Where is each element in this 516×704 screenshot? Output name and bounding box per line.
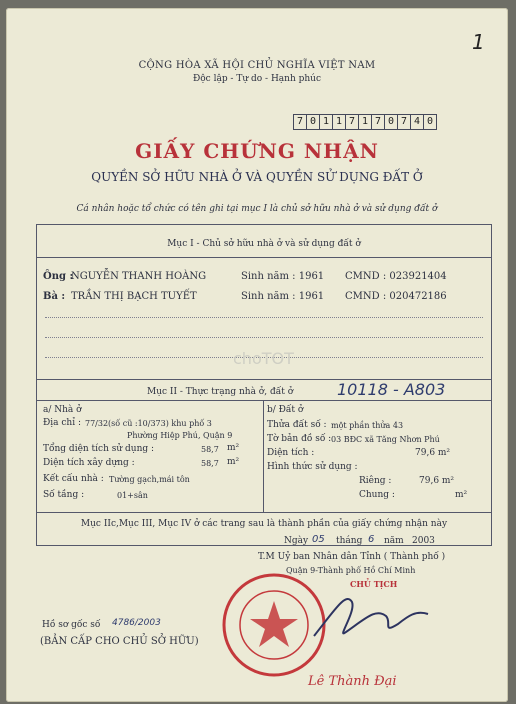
section2-title: Mục II - Thực trạng nhà ở, đất ở [147, 387, 294, 397]
certificate-table [36, 224, 492, 546]
built-area-value: 58,7 [201, 459, 219, 468]
serial-digit: 7 [345, 114, 359, 130]
watermark: choTOT [233, 349, 294, 368]
page-number-mark: 1 [472, 30, 485, 54]
certificate-page [6, 8, 508, 702]
built-area-label: Diện tích xây dựng : [43, 458, 135, 468]
serial-digit: 1 [358, 114, 372, 130]
owner1-name: NGUYỄN THANH HOÀNG [71, 271, 207, 282]
private-label: Riêng : [359, 476, 392, 486]
date-day: 05 [312, 534, 325, 545]
serial-digit: 7 [371, 114, 385, 130]
date-month: 6 [368, 534, 375, 545]
authority-title: CHỦ TỊCH [350, 579, 398, 589]
built-area-unit: m² [227, 457, 240, 467]
owner1-prefix: Ông : [43, 271, 74, 282]
private-value: 79,6 m² [419, 476, 455, 486]
house-address-label: Địa chỉ : [43, 418, 81, 428]
authority-line2: Quận 9-Thành phố Hồ Chí Minh [286, 566, 416, 575]
certificate-title: GIẤY CHỨNG NHẬN [135, 139, 379, 163]
file-number-label: Hồ sơ gốc số [42, 620, 101, 630]
area-label: Diện tích : [267, 448, 315, 458]
owner2-prefix: Bà : [43, 291, 66, 302]
date-year: 2003 [412, 536, 435, 546]
floors-label: Số tầng : [43, 490, 85, 500]
date-day-label: Ngày [284, 536, 309, 546]
area-value: 79,6 m² [415, 448, 451, 458]
shared-label: Chung : [359, 490, 395, 500]
section-note: Mục IIc,Mục III, Mục IV ở các trang sau là thành phần của giấy chứng nhận này [80, 519, 448, 529]
signer-name: Lê Thành Đại [308, 674, 397, 689]
serial-digit: 7 [397, 114, 411, 130]
motto: Độc lập - Tự do - Hạnh phúc [192, 74, 322, 84]
intro-text: Cá nhân hoặc tổ chức có tên ghi tại mục I là chủ sở hữu nhà ở và sử dụng đất ở [76, 204, 438, 214]
serial-digit: 0 [423, 114, 437, 130]
usage-label: Hình thức sử dụng : [267, 462, 358, 472]
house-address-line2: Phường Hiệp Phú, Quận 9 [127, 431, 233, 440]
certificate-subtitle: QUYỀN SỞ HỮU NHÀ Ở VÀ QUYỀN SỬ DỤNG ĐẤT Ở [91, 170, 423, 184]
map-value: 03 BĐC xã Tăng Nhơn Phú [331, 435, 440, 444]
issued-to-note: (BẢN CẤP CHO CHỦ SỞ HỮU) [40, 636, 199, 647]
map-label: Tờ bản đồ số : [267, 434, 332, 444]
land-heading: b/ Đất ở [267, 405, 304, 415]
serial-number [294, 114, 437, 130]
serial-digit: 0 [306, 114, 320, 130]
owner1-birth: Sinh năm : 1961 [241, 271, 325, 282]
file-number-value: 4786/2003 [112, 618, 161, 628]
shared-value: m² [455, 490, 468, 500]
owner1-id: CMND : 023921404 [345, 271, 447, 282]
house-address-value: 77/32(số cũ :10/373) khu phố 3 [85, 419, 212, 428]
serial-digit: 1 [319, 114, 333, 130]
parcel-label: Thửa đất số : [267, 420, 327, 430]
country-heading: CỘNG HÒA XÃ HỘI CHỦ NGHĨA VIỆT NAM [138, 60, 376, 71]
structure-value: Tường gạch,mái tôn [109, 475, 190, 484]
serial-digit: 1 [332, 114, 346, 130]
total-area-unit: m² [227, 443, 240, 453]
owner2-id: CMND : 020472186 [345, 291, 447, 302]
structure-label: Kết cấu nhà : [43, 474, 104, 484]
signature [306, 588, 436, 648]
section1-title: Mục I - Chủ sở hữu nhà ở và sử dụng đất ở [167, 239, 361, 249]
owner2-birth: Sinh năm : 1961 [241, 291, 325, 302]
total-area-label: Tổng diện tích sử dụng : [43, 444, 155, 454]
authority-line1: T.M Uỷ ban Nhân dân Tỉnh ( Thành phố ) [258, 552, 446, 562]
serial-digit: 0 [384, 114, 398, 130]
serial-digit: 4 [410, 114, 424, 130]
parcel-value: một phần thửa 43 [331, 421, 404, 430]
house-heading: a/ Nhà ở [43, 405, 82, 415]
total-area-value: 58,7 [201, 445, 219, 454]
floors-value: 01+sân [117, 491, 148, 500]
owner2-name: TRẦN THỊ BẠCH TUYẾT [71, 291, 197, 302]
handwritten-code: 10118 - A803 [337, 380, 446, 399]
date-year-label: năm [384, 536, 404, 546]
date-month-label: tháng [336, 536, 363, 546]
serial-digit: 7 [293, 114, 307, 130]
